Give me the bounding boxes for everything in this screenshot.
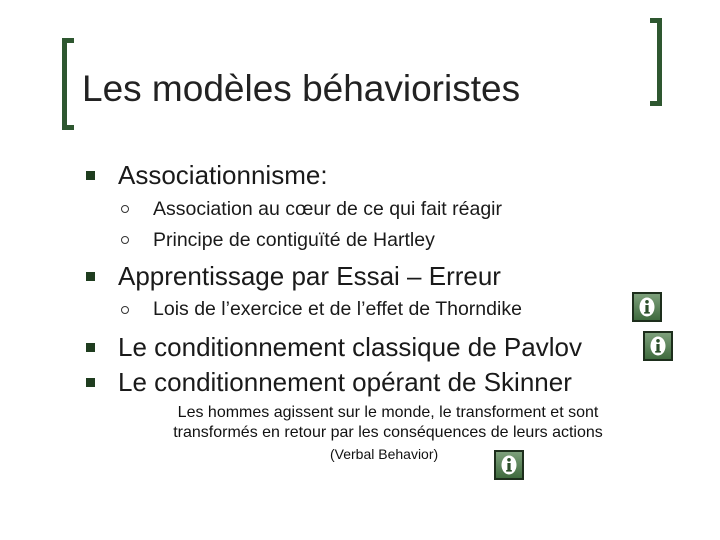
square-bullet [86, 378, 95, 387]
title-bracket-right [650, 18, 662, 106]
info-icon-glyph [639, 297, 655, 317]
info-icon[interactable] [643, 331, 673, 361]
info-icon-glyph [650, 336, 666, 356]
info-icon-glyph [501, 455, 517, 475]
info-icon[interactable] [632, 292, 662, 322]
quote-line-2: transformés en retour par les conséquences de leurs actions [173, 424, 603, 441]
bullet-associationnisme: Associationnisme: [118, 160, 328, 190]
circle-bullet [121, 306, 129, 314]
square-bullet [86, 272, 95, 281]
sub-bullet-association: Association au cœur de ce qui fait réagir [153, 198, 503, 220]
circle-bullet [121, 236, 129, 244]
quote-source: (Verbal Behavior) [330, 446, 439, 462]
sub-bullet-hartley: Principe de contiguïté de Hartley [153, 229, 435, 251]
title-bracket-left [62, 38, 74, 130]
sub-bullet-thorndike: Lois de l’exercice et de l’effet de Thorndike [153, 298, 522, 320]
info-icon[interactable] [494, 450, 524, 480]
quote-line-1: Les hommes agissent sur le monde, le transforment et sont [177, 404, 599, 421]
circle-bullet [121, 205, 129, 213]
square-bullet [86, 171, 95, 180]
square-bullet [86, 343, 95, 352]
slide-title: Les modèles béhavioristes [82, 68, 521, 109]
bullet-essai-erreur: Apprentissage par Essai – Erreur [118, 261, 501, 291]
bullet-skinner: Le conditionnement opérant de Skinner [118, 367, 572, 397]
bullet-pavlov: Le conditionnement classique de Pavlov [118, 332, 582, 362]
skinner-quote [118, 403, 658, 443]
